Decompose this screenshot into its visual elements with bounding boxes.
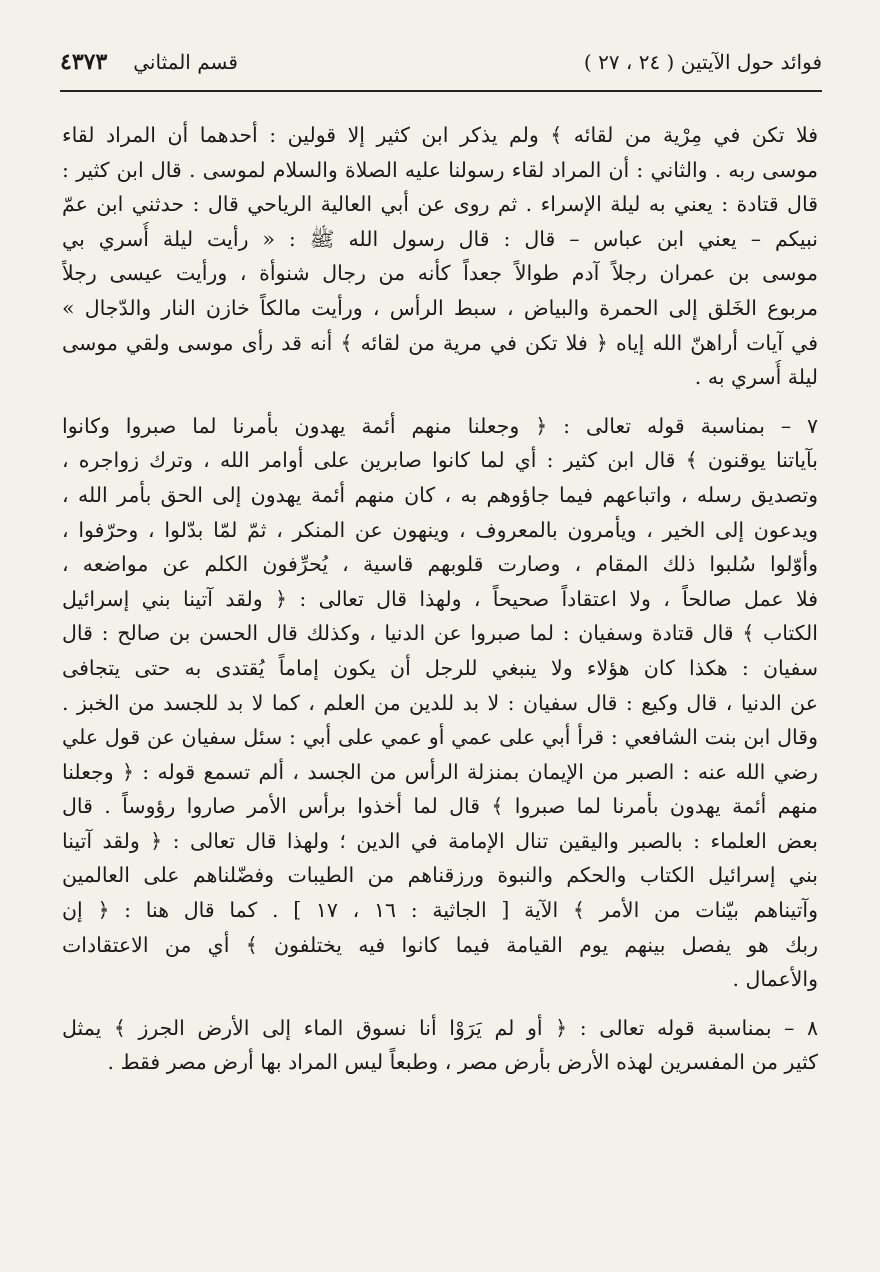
text-line: فلا عمل صالحاً ، ولا اعتقاداً صحيحاً ، ولهذا قال تعالى : ﴿ ولقد آتينا بني إسرائيل bbox=[62, 586, 818, 611]
text-line: ٧ – بمناسبة قوله تعالى : ﴿ وجعلنا منهم أئمة يهدون بأمرنا لما صبروا وكانوا bbox=[62, 413, 818, 438]
text-line: مربوع الخَلق إلى الحمرة والبياض ، سبط الرأس ، ورأيت مالكاً خازن النار والدّجال » bbox=[62, 295, 818, 320]
text-line: موسى بن عمران رجلاً آدم طوالاً جعداً كأنه من رجال شنوأة ، ورأيت عيسى رجلاً bbox=[62, 261, 818, 286]
text-line: الكتاب ﴾ قال قتادة وسفيان : لما صبروا عن الدنيا ، وكذلك قال الحسن بن صالح : قال bbox=[62, 621, 818, 646]
header-left-group bbox=[60, 49, 238, 75]
text-line: فلا تكن في مِرْية من لقائه ﴾ ولم يذكر ابن كثير إلا قولين : أحدهما أن المراد لقاء bbox=[62, 123, 818, 147]
text-line: وتصديق رسله ، واتباعهم فيما جاؤوهم به ، كان منهم أئمة يهدون إلى الحق بأمر الله ، bbox=[62, 482, 818, 507]
text-line: عن الدنيا ، قال وكيع : قال سفيان : لا بد للدين من العلم ، كما لا بد للجسد من الخبز . bbox=[62, 690, 818, 715]
text-line: نبيكم – يعني ابن عباس – قال : قال رسول الله ﷺ : « رأيت ليلة أُسري بي bbox=[62, 226, 818, 251]
section-title: قسم المثاني bbox=[133, 50, 238, 74]
text-line: وقال ابن بنت الشافعي : قرأ أبي على عمي أو عمي على أبي : سئل سفيان عن قول علي bbox=[62, 725, 818, 750]
text-line: ليلة أُسري به . bbox=[694, 365, 818, 390]
text-line: في آيات أراهنّ الله إياه ﴿ فلا تكن في مرية من لقائه ﴾ أنه قد رأى موسى ولقي موسى bbox=[62, 330, 818, 355]
text-line: رضي الله عنه : الصبر من الإيمان بمنزلة الرأس من الجسد ، ألم تسمع قوله : ﴿ وجعلنا bbox=[62, 759, 818, 784]
text-line: ٨ – بمناسبة قوله تعالى : ﴿ أو لم يَرَوْا أنا نسوق الماء إلى الأرض الجرز ﴾ يمثل bbox=[62, 1015, 818, 1040]
text-line: بعض العلماء : بالصبر واليقين تنال الإمامة في الدين ؛ ولهذا قال تعالى : ﴿ ولقد آتينا bbox=[62, 828, 818, 853]
page-body bbox=[62, 118, 818, 1094]
paragraph bbox=[62, 409, 818, 997]
paragraph bbox=[62, 118, 818, 395]
running-title: فوائد حول الآيتين ( ٢٤ ، ٢٧ ) bbox=[583, 50, 822, 74]
text-line: والأعمال . bbox=[732, 967, 818, 992]
page-number: ٤٣٧٣ bbox=[60, 49, 108, 75]
text-line: ويدعون إلى الخير ، ويأمرون بالمعروف ، وينهون عن المنكر ، ثمّ لمّا بدّلوا ، وحرّفوا ، bbox=[62, 517, 818, 542]
text-line: ربك هو يفصل بينهم يوم القيامة فيما كانوا فيه يختلفون ﴾ أي من الاعتقادات bbox=[62, 932, 818, 957]
text-line: قال قتادة : يعني به ليلة الإسراء . ثم روى عن أبي العالية الرياحي قال : حدثني ابن عمّ bbox=[62, 192, 818, 217]
text-line: بآياتنا يوقنون ﴾ قال ابن كثير : أي لما كانوا صابرين على أوامر الله ، وترك زواجره ، bbox=[62, 448, 818, 473]
text-line: بني إسرائيل الكتاب والحكم والنبوة ورزقناهم من الطيبات وفضّلناهم على العالمين bbox=[62, 863, 818, 888]
page-header bbox=[60, 40, 822, 84]
text-line: موسى ربه . والثاني : أن المراد لقاء رسولنا عليه الصلاة والسلام لموسى . قال ابن كثير : bbox=[62, 157, 818, 182]
text-line: وآتيناهم بيّنات من الأمر ﴾ الآية [ الجاثية : ١٦ ، ١٧ ] . كما قال هنا : ﴿ إن bbox=[62, 898, 818, 923]
text-line: سفيان : هكذا كان هؤلاء ولا ينبغي للرجل أن يكون إماماً يُقتدى به حتى يتجافى bbox=[62, 655, 818, 680]
text-line: منهم أئمة يهدون بأمرنا لما صبروا ﴾ قال لما أخذوا برأس الأمر صاروا رؤوساً . قال bbox=[62, 794, 818, 819]
text-line: كثير من المفسرين لهذه الأرض بأرض مصر ، وطبعاً ليس المراد بها أرض مصر فقط . bbox=[107, 1050, 818, 1075]
header-divider bbox=[60, 90, 822, 92]
paragraph bbox=[62, 1011, 818, 1080]
text-line: وأوّلوا سُلبوا ذلك المقام ، وصارت قلوبهم قاسية ، يُحرِّفون الكلم عن مواضعه ، bbox=[62, 552, 818, 577]
